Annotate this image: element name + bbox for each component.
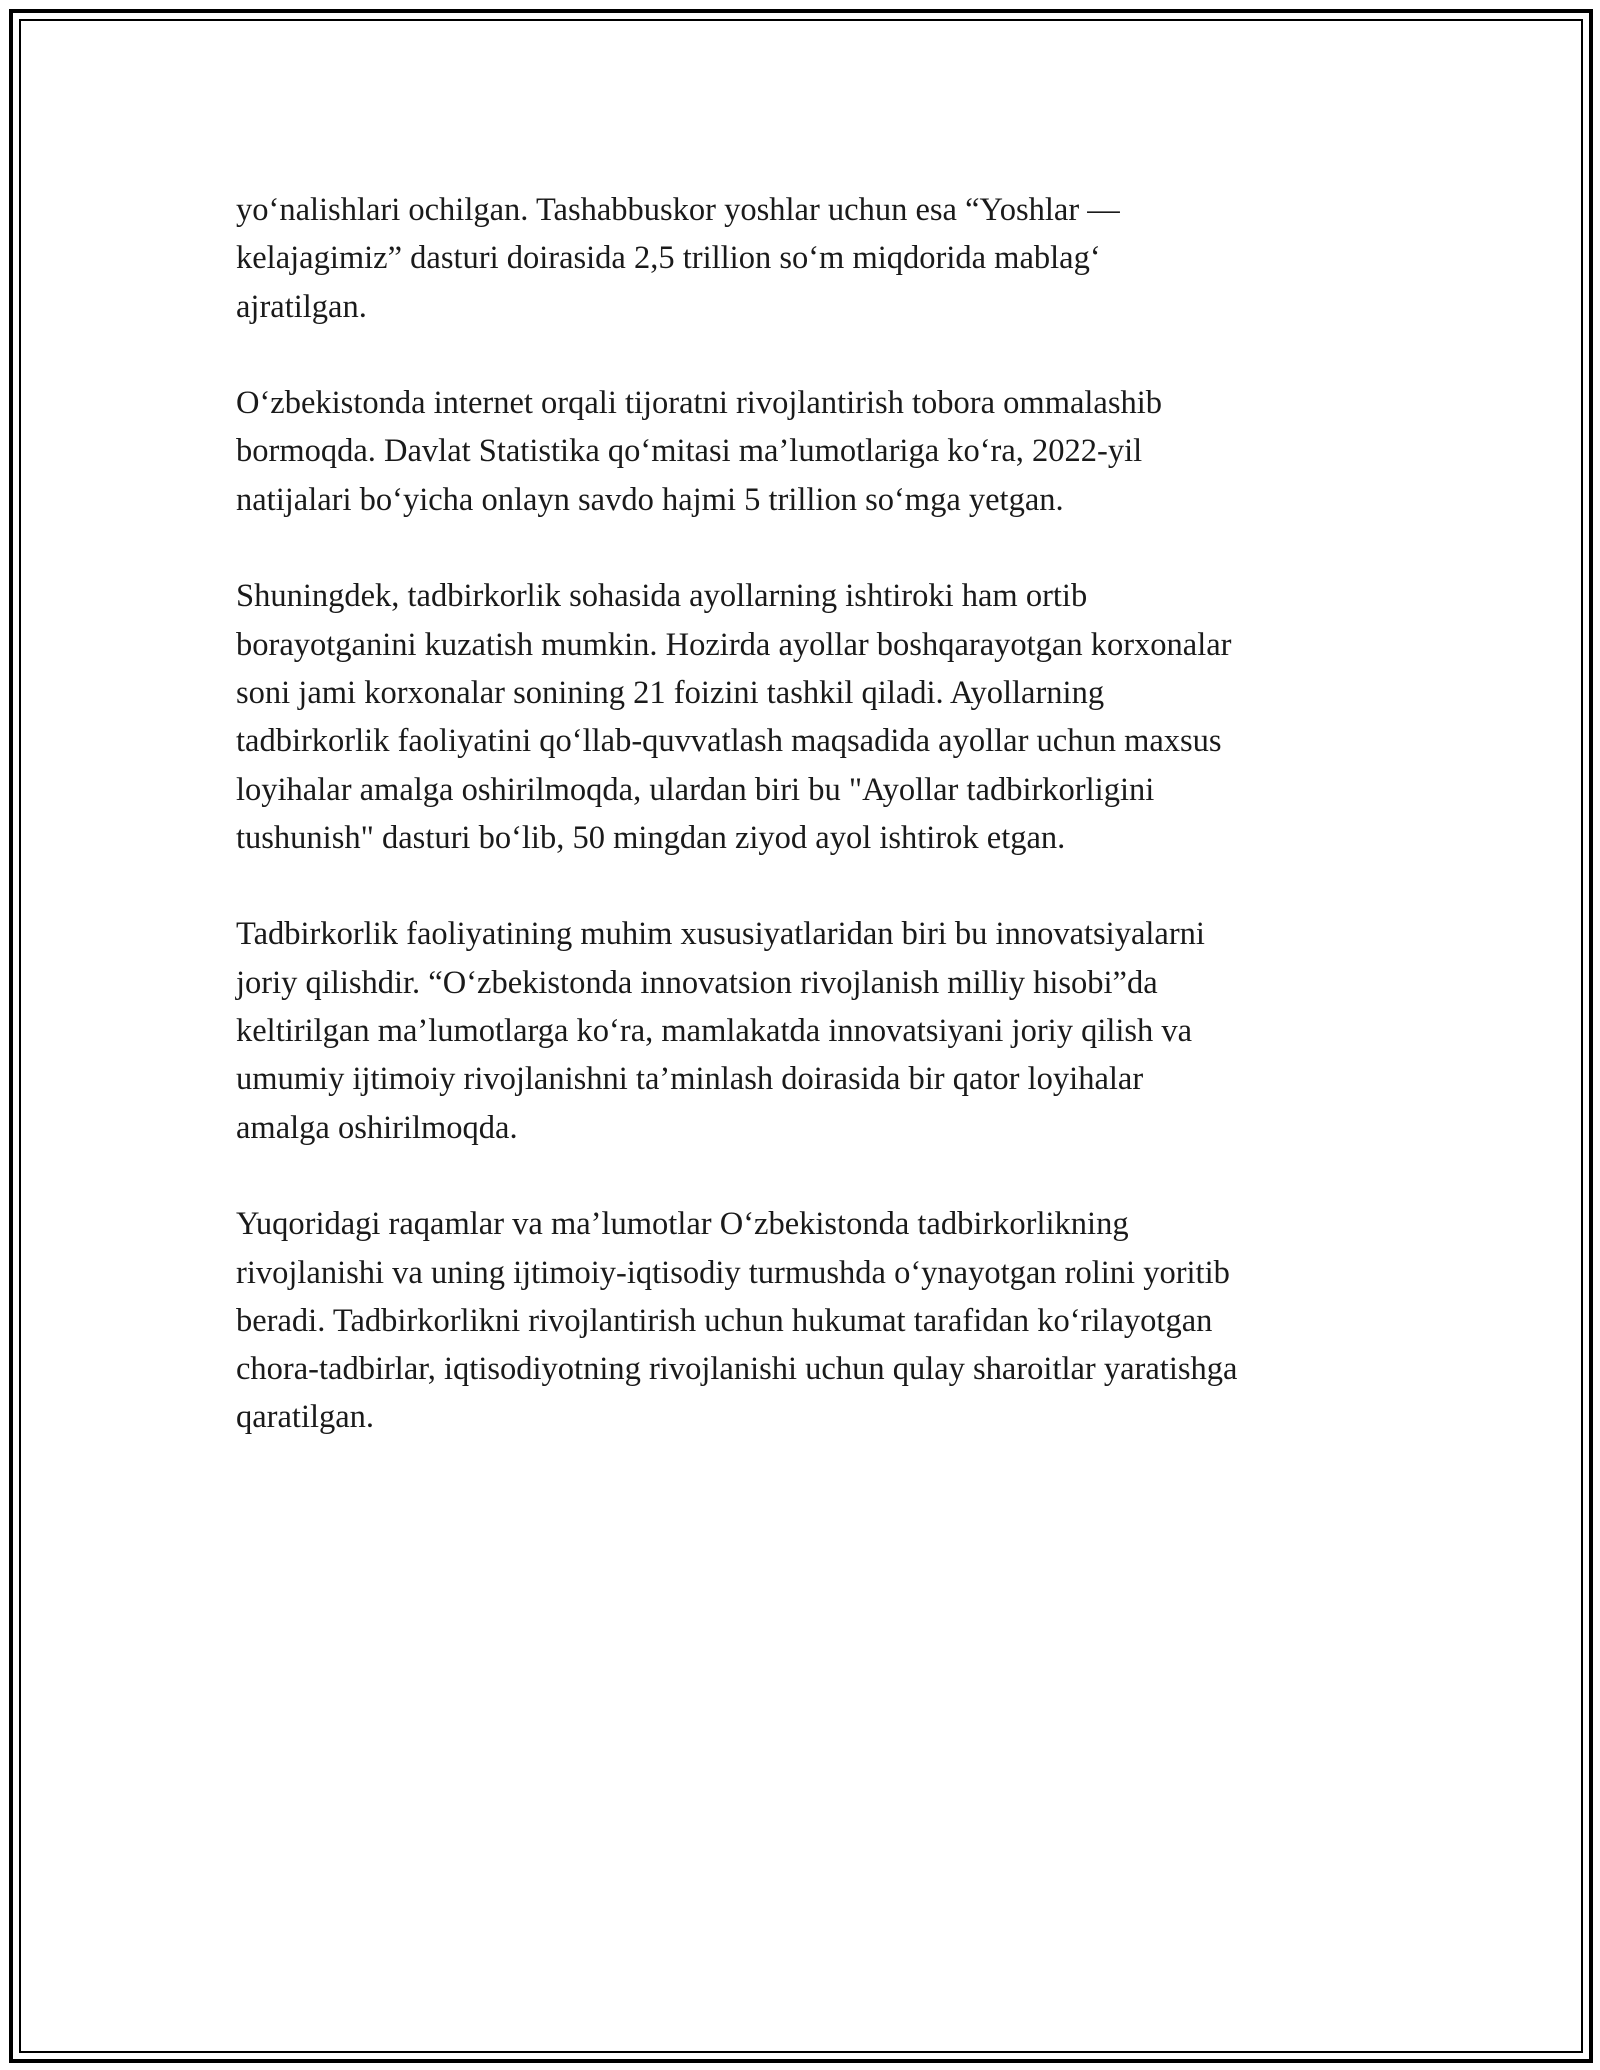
- paragraph-innovation: Tadbirkorlik faoliyatining muhim xususiyatlaridan biri bu innovatsiyalarni joriy qilishdir. “O‘zbekistonda innovatsion rivojlanish milliy hisobi”da keltirilgan ma’lumotlarga ko‘ra, mamlakatda innovatsiyani joriy qilish va umumiy ijtimoiy rivojlanishni ta’minlash doirasida bir qator loyihalar amalga oshirilmoqda.: [236, 916, 1205, 1146]
- paragraph-conclusion: Yuqoridagi raqamlar va ma’lumotlar O‘zbekistonda tadbirkorlikning rivojlanishi va uning ijtimoiy-iqtisodiy turmushda o‘ynayotgan rolini yoritib beradi. Tadbirkorlikni rivojlantirish uchun hukumat tarafidan ko‘rilayotgan chora-tadbirlar, iqtisodiyotning rivojlanishi uchun qulay sharoitlar yaratishga qaratilgan.: [236, 1206, 1238, 1436]
- paragraph-youth-program: yo‘nalishlari ochilgan. Tashabbuskor yoshlar uchun esa “Yoshlar — kelajagimiz” dasturi doirasida 2,5 trillion so‘m miqdorida mablag‘ ajratilgan.: [236, 192, 1120, 325]
- paragraph-online-commerce: O‘zbekistonda internet orqali tijoratni rivojlantirish tobora ommalashib bormoqda. Davlat Statistika qo‘mitasi ma’lumotlariga ko‘ra, 2022-yil natijalari bo‘yicha onlayn savdo hajmi 5 trillion so‘mga yetgan.: [236, 385, 1163, 518]
- paragraph-women-entrepreneurship: Shuningdek, tadbirkorlik sohasida ayollarning ishtiroki ham ortib borayotganini kuzatish mumkin. Hozirda ayollar boshqarayotgan korxonalar soni jami korxonalar sonining 21 foizini tashkil qiladi. Ayollarning tadbirkorlik faoliyatini qo‘llab-quvvatlash maqsadida ayollar uchun maxsus loyihalar amalga oshirilmoqda, ulardan biri bu "Ayollar tadbirkorligini tushunish" dasturi bo‘lib, 50 mingdan ziyod ayol ishtirok etgan.: [236, 578, 1232, 856]
- document-body: [236, 186, 1376, 1442]
